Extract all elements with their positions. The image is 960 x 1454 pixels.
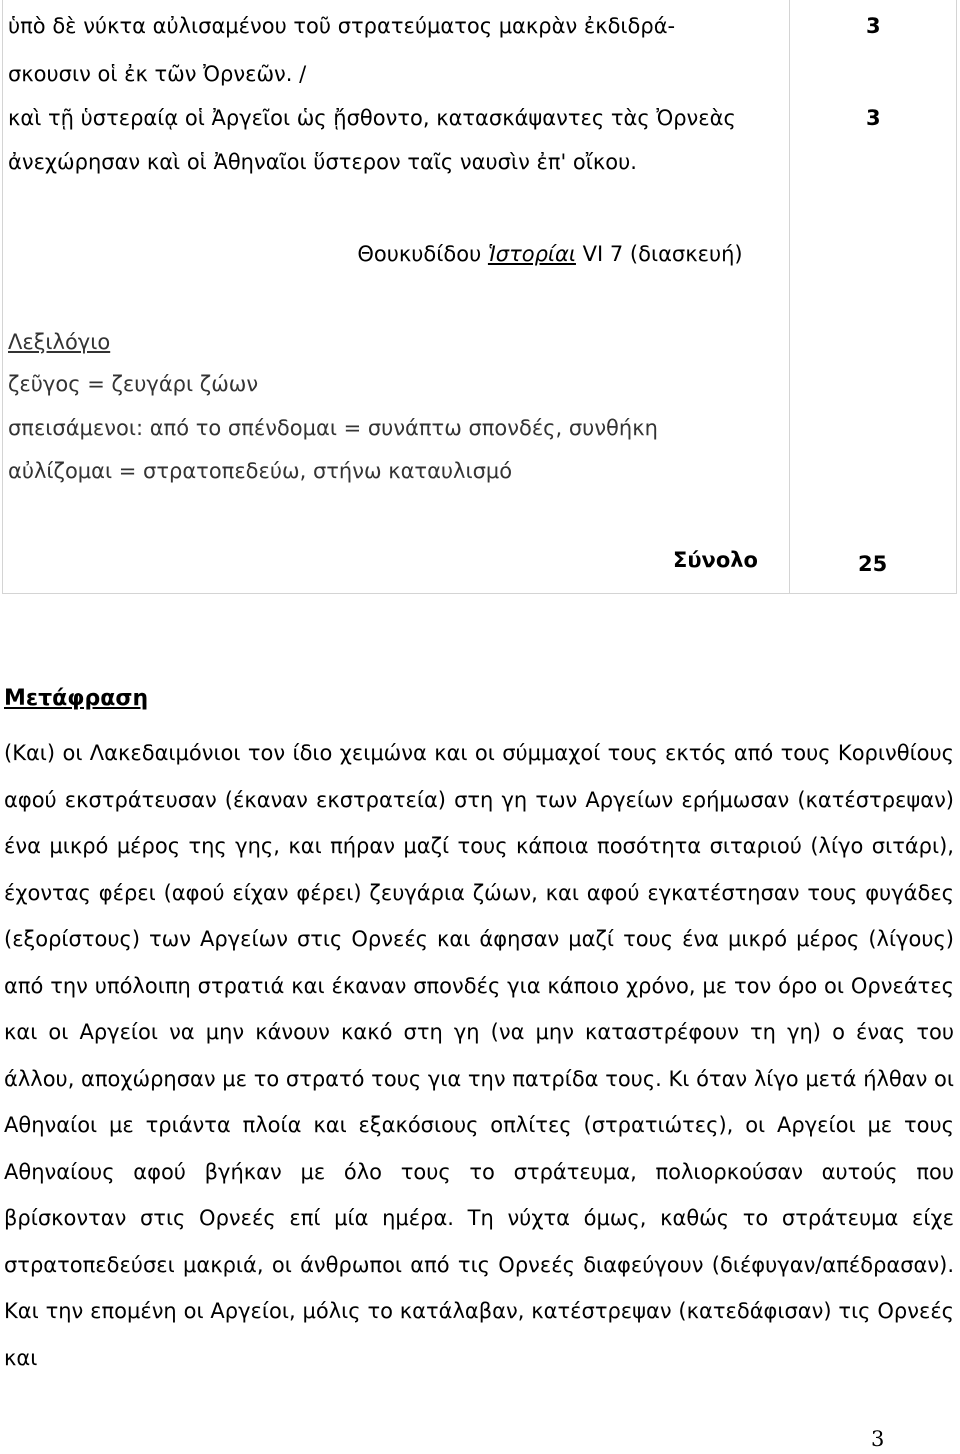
glossary-item: αὐλίζομαι = στρατοπεδεύω, στήνω καταυλισμό bbox=[8, 459, 513, 483]
greek-line-4: ἀνεχώρησαν καὶ οἱ Ἀθηναῖοι ὕστερον ταῖς ναυσὶν ἐπ' οἴκου. bbox=[8, 150, 637, 174]
greek-line-2: σκουσιν οἱ ἐκ τῶν Ὀρνεῶν. / bbox=[8, 62, 307, 86]
total-label: Σύνολο bbox=[673, 548, 758, 572]
glossary-title: Λεξιλόγιο bbox=[8, 330, 111, 354]
page-number: 3 bbox=[871, 1427, 885, 1451]
greek-line-3: καὶ τῇ ὑστεραίᾳ οἱ Ἀργεῖοι ὡς ᾔσθοντο, κατασκάψαντες τὰς Ὀρνεὰς bbox=[8, 106, 736, 130]
glossary-item: ζεῦγος = ζευγάρι ζώων bbox=[8, 372, 259, 396]
total-value: 25 bbox=[858, 552, 888, 576]
glossary-item: σπεισάμενοι: από το σπένδομαι = συνάπτω σπονδές, συνθήκη bbox=[8, 416, 658, 440]
source-ref: VI 7 (διασκευή) bbox=[582, 242, 743, 266]
exam-table bbox=[2, 0, 957, 594]
score-mark-2: 3 bbox=[866, 106, 881, 130]
source-author: Θουκυδίδου bbox=[357, 242, 482, 266]
table-column-divider bbox=[789, 0, 790, 594]
translation-text: (Και) οι Λακεδαιμόνιοι τον ίδιο χειμώνα και οι σύμμαχοί τους εκτός από τους Κορινθίους αφού εκστράτευσαν (έκαναν εκστρατεία) στη γη των Αργείων ερήμωσαν (κατέστρεψαν) ένα μικρό μέρος της γης, και πήραν μαζί τους κάποια ποσότητα σιταριού (λίγο σιτάρι), έχοντας φέρει (αφού είχαν φέρει) ζευγάρια ζώων, και αφού εγκατέστησαν τους φυγάδες (εξορίστους) των Αργείων στις Ορνεές και άφησαν μαζί τους ένα μικρό μέρος (λίγους) από την υπόλοιπη στρατιά και έκαναν σπονδές για κάποιο χρόνο, με τον όρο οι Ορνεάτες και οι Αργείοι να μην κάνουν κακό στη γη (να μην καταστρέφουν τη γη) ο ένας του άλλου, αποχώρησαν με το στρατό τους για την πατρίδα τους. Κι όταν λίγο μετά ήλθαν οι Αθηναίοι με τριάντα πλοία και εξακόσιους οπλίτες (στρατιώτες), οι Αργείοι με τους Αθηναίους αφού βγήκαν με όλο τους το στράτευμα, πολιορκούσαν αυτούς που βρίσκονταν στις Ορνεές επί μία ημέρα. Τη νύχτα όμως, καθώς το στράτευμα είχε στρατοπεδεύσει μακριά, οι άνθρωποι από τις Ορνεές διαφεύγουν (διέφυγαν/απέδρασαν). Και την επομένη οι Αργείοι, μόλις το κατάλαβαν, κατέστρεψαν (κατεδάφισαν) τις Ορνεές και bbox=[4, 741, 954, 1370]
source-work: Ἱστορίαι bbox=[487, 242, 576, 266]
greek-line-1: ὑπὸ δὲ νύκτα αὐλισαμένου τοῦ στρατεύματος μακρὰν ἐκδιδρά- bbox=[8, 14, 676, 38]
score-mark-1: 3 bbox=[866, 14, 881, 38]
translation-heading: Μετάφραση bbox=[4, 686, 149, 711]
source-citation bbox=[0, 240, 960, 268]
